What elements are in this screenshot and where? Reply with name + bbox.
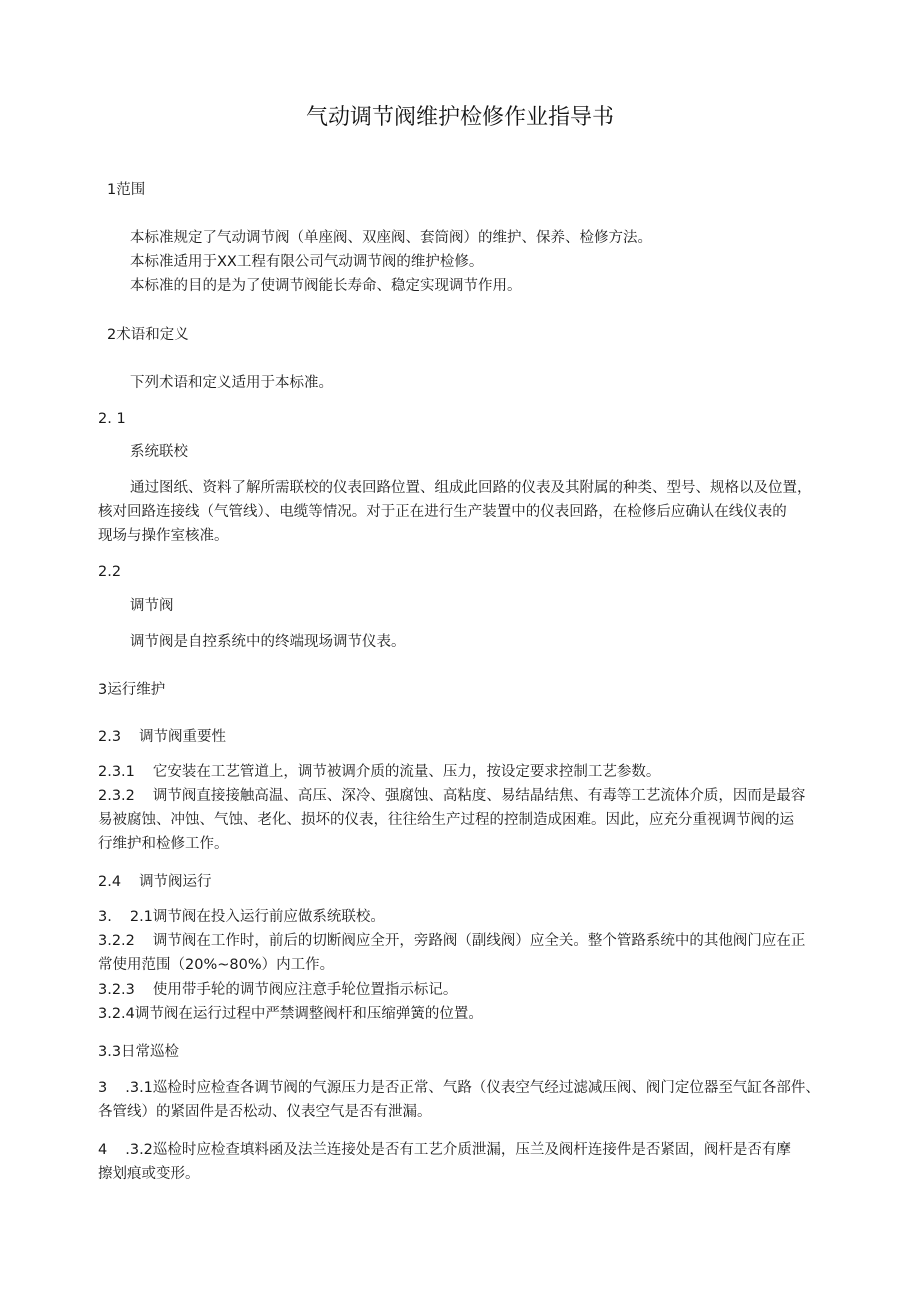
section-1-heading: 1范围 <box>107 182 146 198</box>
item-3-3-1-text: .3.1巡检时应检查各调节阀的气源压力是否正常、气路（仪表空气经过滤减压阀、阀门定位器至气缸各部件、 <box>125 1080 820 1096</box>
item-3-2-2-line-2: 常使用范围（20%~80%）内工作。 <box>98 957 335 973</box>
item-3-3-2-text: .3.2巡检时应检查填料函及法兰连接处是否有工艺介质泄漏，压兰及阀杆连接件是否紧固，阀杆是否有摩 <box>125 1142 791 1158</box>
term-2-1-number: 2. 1 <box>98 411 126 427</box>
section-2-intro: 下列术语和定义适用于本标准。 <box>130 375 333 391</box>
subsection-3-3-heading: 3.3日常巡检 <box>98 1044 180 1060</box>
item-3-2-3 <box>98 980 457 1000</box>
subsection-2-3-number: 2.3 <box>98 729 122 745</box>
subsection-2-3-heading <box>98 727 226 747</box>
section-1-paragraph-3: 本标准的目的是为了使调节阀能长寿命、稳定实现调节作用。 <box>130 278 522 294</box>
term-2-1-definition-line-2: 核对回路连接线（气管线）、电缆等情况。对于正在进行生产装置中的仪表回路，在检修后应确认在线仪表的 <box>98 504 787 520</box>
item-3-3-1-number: 3 <box>98 1080 108 1096</box>
item-2-3-1-number: 2.3.1 <box>98 764 135 780</box>
item-3-3-2-line-1 <box>98 1140 791 1160</box>
item-3-3-1-line-2: 各管线）的紧固件是否松动、仪表空气是否有泄漏。 <box>98 1104 432 1120</box>
item-2-3-2-line-1 <box>98 786 805 806</box>
item-3-3-2-line-2: 擦划痕或变形。 <box>98 1166 200 1182</box>
item-3-3-2-number: 4 <box>98 1142 108 1158</box>
section-1-paragraph-1: 本标准规定了气动调节阀（单座阀、双座阀、套筒阀）的维护、保养、检修方法。 <box>130 230 652 246</box>
item-3-2-1-text: 2.1调节阀在投入运行前应做系统联校。 <box>129 909 385 925</box>
subsection-2-4-heading <box>98 872 212 892</box>
subsection-2-4-number: 2.4 <box>98 874 122 890</box>
term-2-1-definition-line-1: 通过图纸、资料了解所需联校的仪表回路位置、组成此回路的仪表及其附属的种类、型号、规格以及位置， <box>130 480 812 496</box>
item-2-3-2-line-3: 行维护和检修工作。 <box>98 836 229 852</box>
term-2-1-name: 系统联校 <box>130 444 188 460</box>
item-3-2-2-number: 3.2.2 <box>98 933 135 949</box>
item-2-3-2-line-2: 易被腐蚀、冲蚀、气蚀、老化、损坏的仪表，往往给生产过程的控制造成困难。因此，应充分重视调节阀的运 <box>98 812 794 828</box>
term-2-2-name: 调节阀 <box>130 598 174 614</box>
item-3-2-1-number: 3. <box>98 909 112 925</box>
item-3-2-4: 3.2.4调节阀在运行过程中严禁调整阀杆和压缩弹簧的位置。 <box>98 1006 483 1022</box>
section-2-heading: 2术语和定义 <box>107 327 189 343</box>
subsection-2-4-title: 调节阀运行 <box>139 874 212 890</box>
document-title: 气动调节阀维护检修作业指导书 <box>305 105 614 130</box>
item-2-3-2-text: 调节阀直接接触高温、高压、深冷、强腐蚀、高粘度、易结晶结焦、有毒等工艺流体介质，因而是最容 <box>152 788 806 804</box>
term-2-1-definition-line-3: 现场与操作室核准。 <box>98 528 229 544</box>
item-3-2-2-text: 调节阀在工作时，前后的切断阀应全开，旁路阀（副线阀）应全关。整个管路系统中的其他阀门应在正 <box>152 933 806 949</box>
term-2-2-number: 2.2 <box>98 564 122 580</box>
item-3-2-1 <box>98 907 385 927</box>
item-3-2-2-line-1 <box>98 931 805 951</box>
item-2-3-1-text: 它安装在工艺管道上，调节被调介质的流量、压力，按设定要求控制工艺参数。 <box>152 764 661 780</box>
item-3-2-3-text: 使用带手轮的调节阀应注意手轮位置指示标记。 <box>152 982 458 998</box>
item-3-3-1-line-1 <box>98 1078 820 1098</box>
section-1-paragraph-2: 本标准适用于XX工程有限公司气动调节阀的维护检修。 <box>130 254 484 270</box>
item-3-2-3-number: 3.2.3 <box>98 982 135 998</box>
subsection-2-3-title: 调节阀重要性 <box>139 729 227 745</box>
term-2-2-definition: 调节阀是自控系统中的终端现场调节仪表。 <box>130 634 406 650</box>
item-2-3-2-number: 2.3.2 <box>98 788 135 804</box>
section-3-heading: 3运行维护 <box>98 682 166 698</box>
item-2-3-1 <box>98 762 660 782</box>
